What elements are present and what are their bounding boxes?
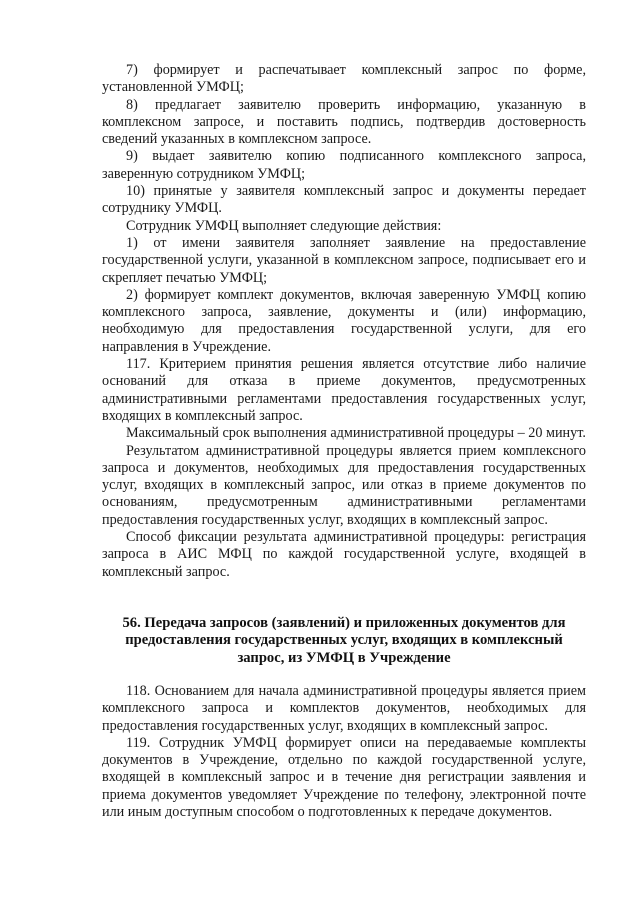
paragraph-action-2: 2) формирует комплект документов, включая заверенную УМФЦ копию комплексного запроса, заявление, документы и (или) информацию, необходимую для предоставления государственной услуги, для его направления в Учреждение. [102,286,586,355]
paragraph-staff-actions: Сотрудник УМФЦ выполняет следующие действия: [126,217,442,234]
section-heading: 56. Передача запросов (заявлений) и приложенных документов для предоставления государственных услуг, входящих в комплексный запрос, из УМФЦ в Учреждение [122,615,566,666]
paragraph-119: 119. Сотрудник УМФЦ формирует описи на передаваемые комплекты документов в Учреждение, отдельно по каждой государственной услуге, входящей в комплексный запрос и в течение дня регистрации заявления и приема документов уведомляет Учреждение по телефону, электронной почте или иным доступным способом о подготовленных к передаче документов. [102,734,586,821]
paragraph-item-7: 7) формирует и распечатывает комплексный запрос по форме, установленной УМФЦ; [102,62,586,96]
paragraph-117: 117. Критерием принятия решения является отсутствие либо наличие оснований для отказа в приеме документов, предусмотренных административными регламентами предоставления государственных услуг, входящих в комплексный запрос. [102,356,586,424]
paragraph-fixation: Способ фиксации результата административной процедуры: регистрация запроса в АИС МФЦ по каждой государственной услуге, входящей в комплексный запрос. [102,529,586,580]
body-text-bottom [102,683,586,821]
paragraph-item-8: 8) предлагает заявителю проверить информацию, указанную в комплексном запросе, и поставить подпись, подтвердив достоверность сведений указанных в комплексном запросе. [102,96,586,148]
paragraph-result: Результатом административной процедуры является прием комплексного запроса и документов, необходимых для предоставления государственных услуг, входящих в комплексный запрос, или отказ в приеме документов по основаниям, предусмотренным административными регламентами предоставления государственных услуг, входящих в комплексный запрос. [102,442,586,528]
paragraph-action-1: 1) от имени заявителя заполняет заявление на предоставление государственной услуги, указанной в комплексном запросе, подписывает его и скрепляет печатью УМФЦ; [102,234,586,286]
paragraph-max-duration: Максимальный срок выполнения административной процедуры – 20 минут. [126,425,586,442]
paragraph-item-10: 10) принятые у заявителя комплексный запрос и документы передает сотруднику УМФЦ. [102,183,586,217]
paragraph-118: 118. Основанием для начала административной процедуры является прием комплексного запроса и комплектов документов, необходимых для предоставления государственных услуг, входящих в комплексный запрос. [102,683,586,734]
body-text-top [102,62,586,581]
paragraph-item-9: 9) выдает заявителю копию подписанного комплексного запроса, заверенную сотрудником УМФЦ; [102,148,586,182]
